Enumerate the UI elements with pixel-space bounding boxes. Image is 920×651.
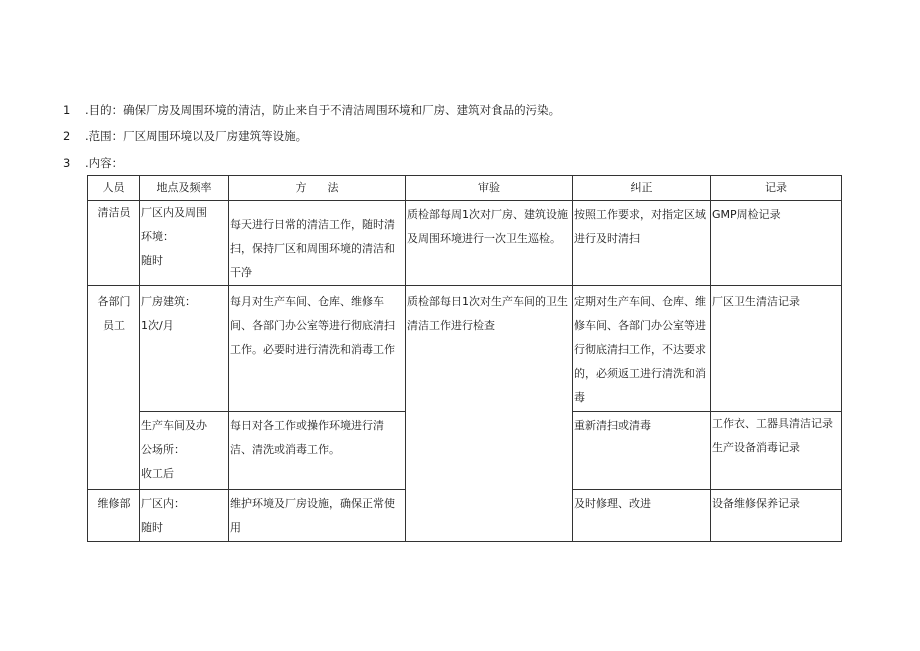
cell-text: 及时修理、改进: [574, 497, 651, 510]
cell-text: 质检部每周1次对厂房、建筑设施及周围环境进行一次卫生巡检。: [407, 208, 568, 245]
cell-record: [711, 201, 842, 286]
cell-text: 设备维修保养记录: [712, 497, 800, 510]
header-record: 记录: [711, 176, 842, 201]
cell-person: [88, 201, 140, 286]
cell-record: [711, 412, 842, 490]
header-person: 人员: [88, 176, 140, 201]
header-method: 方 法: [229, 176, 406, 201]
cell-method: [229, 286, 406, 412]
cell-method: [229, 490, 406, 542]
paragraph-number: 3: [63, 156, 71, 170]
cell-line: 清洁员: [97, 206, 131, 219]
paragraph-text: .内容：: [85, 156, 124, 170]
cell-text: 厂区卫生清洁记录: [712, 295, 800, 308]
cell-text: 按照工作要求，对指定区域进行及时清扫: [574, 208, 706, 245]
cleaning-schedule-table: [87, 175, 842, 542]
paragraph-purpose: [63, 102, 560, 118]
table-header-row: [88, 176, 842, 201]
paragraph-scope: [63, 128, 307, 144]
header-location: 地点及频率: [140, 176, 229, 201]
paragraph-text: .范围：厂区周围环境以及厂房建筑等设施。: [85, 129, 308, 143]
cell-correction: [573, 490, 711, 542]
cell-line: 厂房建筑：: [141, 295, 196, 308]
cell-text: 每日对各工作或操作环境进行清洁、清洗或消毒工作。: [230, 419, 384, 456]
cell-correction: [573, 412, 711, 490]
cell-text: 每月对生产车间、仓库、维修车间、各部门办公室等进行彻底清扫工作。必要时进行清洗和消毒工作: [230, 295, 395, 356]
cell-text: 定期对生产车间、仓库、维修车间、各部门办公室等进行彻底清扫工作，不达要求的，必须返工进行清洗和消毒: [574, 295, 706, 404]
cell-line: 随时: [141, 254, 163, 267]
cell-person: [88, 490, 140, 542]
cell-audit: [406, 201, 573, 286]
cell-correction: [573, 201, 711, 286]
cell-text: 工作衣、工器具清洁记录: [712, 417, 833, 430]
cell-location: [140, 490, 229, 542]
table-row: [88, 286, 842, 412]
cell-line: 员工: [103, 319, 125, 332]
cell-record: [711, 286, 842, 412]
paragraph-text: .目的：确保厂房及周围环境的清洁，防止来自于不清洁周围环境和厂房、建筑对食品的污染。: [85, 103, 561, 117]
table-row: [88, 201, 842, 286]
cell-location: [140, 412, 229, 490]
cell-line: 收工后: [141, 467, 174, 480]
cell-method: [229, 201, 406, 286]
cell-text: 维护环境及厂房设施，确保正常使用: [230, 497, 395, 534]
cell-line: 随时: [141, 521, 163, 534]
paragraph-number: 2: [63, 129, 71, 143]
cell-location: [140, 201, 229, 286]
cell-method: [229, 412, 406, 490]
cell-line: 环境：: [141, 230, 174, 243]
cell-line: 1次/月: [141, 319, 174, 332]
cell-correction: [573, 286, 711, 412]
cell-location: [140, 286, 229, 412]
cell-line: 生产车间及办: [141, 419, 207, 432]
cell-text: GMP周检记录: [712, 208, 781, 221]
cell-text: 重新清扫或清毒: [574, 419, 651, 432]
cell-line: 厂区内：: [141, 497, 185, 510]
cell-line: 厂区内及周围: [141, 206, 207, 219]
header-correction: 纠正: [573, 176, 711, 201]
header-audit: 审验: [406, 176, 573, 201]
cell-person: [88, 286, 140, 490]
cell-text: 每天进行日常的清洁工作，随时清扫，保持厂区和周围环境的清洁和干净: [230, 218, 395, 279]
paragraph-number: 1: [63, 103, 71, 117]
cell-line: 公场所：: [141, 443, 185, 456]
cell-audit: [406, 286, 573, 542]
cell-line: 维修部: [97, 497, 131, 510]
cell-line: 各部门: [97, 295, 131, 308]
cell-record: [711, 490, 842, 542]
paragraph-content: [63, 155, 123, 171]
cell-line: 生产设备消毒记录: [712, 441, 800, 454]
cell-text: 质检部每日1次对生产车间的卫生清洁工作进行检查: [407, 295, 568, 332]
